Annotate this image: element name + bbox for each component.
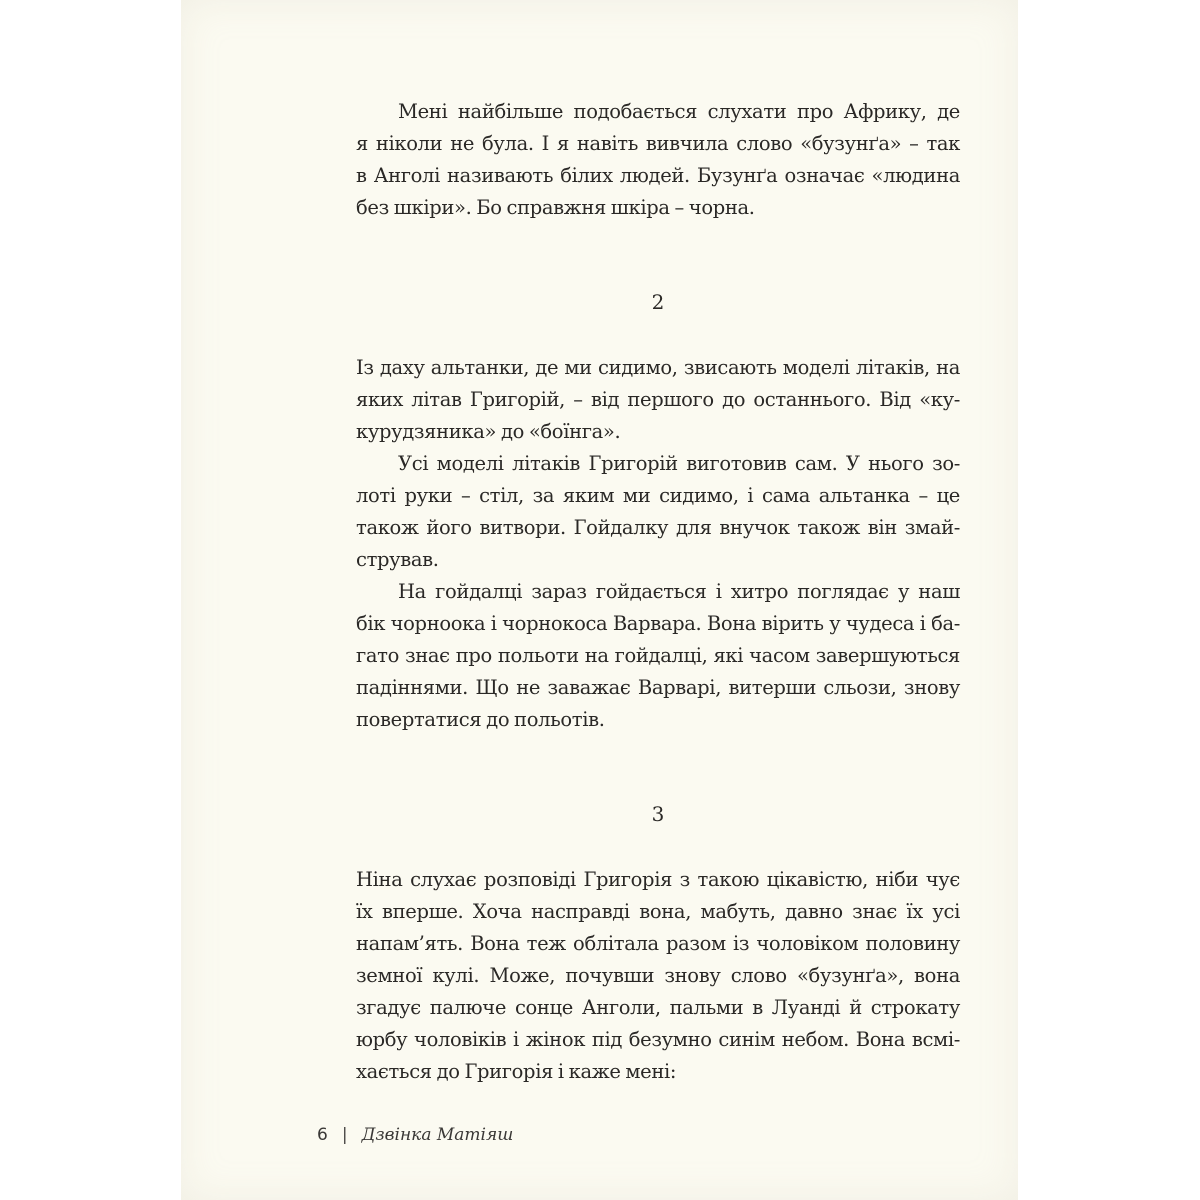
text-line: земної кулі. Може, почувши знову слово «бузунґа», вона	[356, 964, 960, 987]
text-line: Усі моделі літаків Григорій виготовив сам. У нього зо-	[398, 452, 960, 475]
section-spacer	[356, 830, 960, 864]
section-spacer	[356, 736, 960, 798]
page-number: 6	[317, 1125, 328, 1145]
text-line: стрував.	[356, 548, 439, 571]
text-line: напам’ять. Вона теж облітала разом із чоловіком половину	[356, 932, 960, 955]
page-footer	[317, 1125, 513, 1145]
text-line: бік чорноока і чорнокоса Варвара. Вона вірить у чудеса і ба-	[356, 612, 960, 635]
text-line: юрбу чоловіків і жінок під безумно синім небом. Вона всмі-	[356, 1028, 960, 1051]
text-line: згадує палюче сонце Анголи, пальми в Луанді й строкату	[356, 996, 960, 1019]
text-line: яких літав Григорій, – від першого до останнього. Від «ку-	[356, 388, 960, 411]
text-line: я ніколи не була. І я навіть вивчила слово «бузунґа» – так	[356, 132, 960, 155]
text-line: повертатися до польотів.	[356, 708, 605, 731]
section-spacer	[356, 318, 960, 352]
footer-separator: |	[341, 1125, 348, 1145]
book-page	[181, 0, 1018, 1200]
text-line: їх вперше. Хоча насправді вона, мабуть, давно знає їх усі	[356, 900, 960, 923]
page-body	[356, 96, 960, 1088]
text-line: На гойдалці зараз гойдається і хитро поглядає у наш	[398, 580, 960, 603]
section-number: 3	[651, 802, 665, 826]
text-line: без шкіри». Бо справжня шкіра – чорна.	[356, 196, 755, 219]
text-line: також його витвори. Гойдалку для внучок також він змай-	[356, 516, 960, 539]
text-line: курудзяника» до «боїнга».	[356, 420, 621, 443]
section-number: 2	[651, 290, 665, 314]
section-spacer	[356, 224, 960, 286]
text-line: хається до Григорія і каже мені:	[356, 1060, 677, 1083]
text-line: Ніна слухає розповіді Григорія з такою цікавістю, ніби чує	[356, 868, 960, 891]
text-line: падіннями. Що не заважає Варварі, витерши сльози, знову	[356, 676, 960, 699]
text-line: гато знає про польоти на гойдалці, які часом завершуються	[356, 644, 960, 667]
text-line: Мені найбільше подобається слухати про Африку, де	[398, 100, 960, 123]
text-line: в Анголі називають білих людей. Бузунґа означає «людина	[356, 164, 960, 187]
author-name: Дзвінка Матіяш	[361, 1125, 514, 1145]
text-line: Із даху альтанки, де ми сидимо, звисають моделі літаків, на	[356, 356, 960, 379]
text-line: лоті руки – стіл, за яким ми сидимо, і сама альтанка – це	[356, 484, 960, 507]
